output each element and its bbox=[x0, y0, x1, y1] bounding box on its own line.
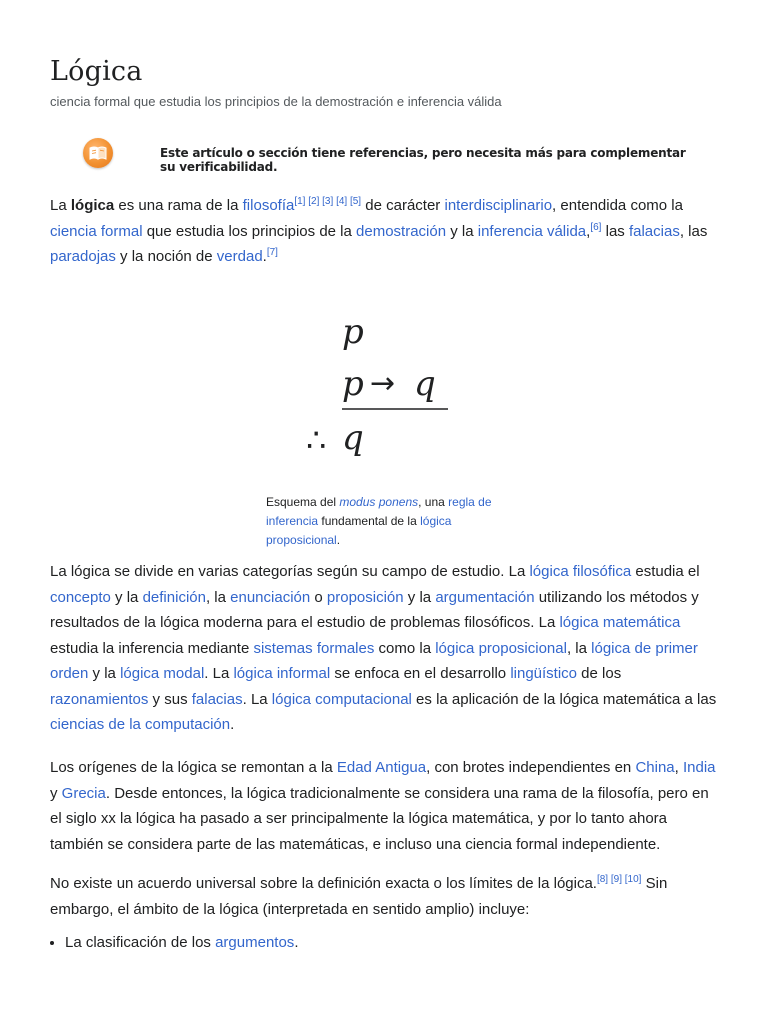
link-regla-de-inferencia[interactable]: regla de inferencia bbox=[266, 495, 492, 528]
formula-premise-2-right: q bbox=[414, 364, 436, 404]
text: es la aplicación de la lógica matemática a las bbox=[411, 690, 717, 708]
link-logica-informal[interactable]: lógica informal bbox=[233, 665, 331, 682]
text: como la bbox=[374, 639, 436, 657]
ref-6[interactable]: [6] bbox=[590, 221, 602, 233]
link-grecia[interactable]: Grecia bbox=[61, 784, 106, 802]
text: y la bbox=[446, 222, 478, 240]
link-edad-antigua[interactable]: Edad Antigua bbox=[336, 759, 427, 776]
intro-paragraph bbox=[50, 193, 718, 270]
text: . La bbox=[242, 690, 272, 708]
ref-2[interactable]: [2] bbox=[308, 196, 320, 207]
link-demostracion[interactable]: demostración bbox=[356, 222, 447, 240]
link-ciencia-formal[interactable]: ciencia formal bbox=[50, 222, 143, 240]
ref-7[interactable]: [7] bbox=[266, 247, 278, 258]
link-logica-primer-orden[interactable]: lógica de primer orden bbox=[50, 639, 698, 682]
text: , una bbox=[418, 495, 449, 509]
link-argumentos[interactable]: argumentos bbox=[215, 934, 295, 951]
notice-text: Este artículo o sección tiene referencias, pero necesita más para complementar su verificabilidad. bbox=[160, 146, 686, 174]
link-logica-modal[interactable]: lógica modal bbox=[120, 665, 205, 682]
text: que estudia los principios de la bbox=[142, 222, 357, 240]
text: o bbox=[310, 588, 327, 606]
text: Esquema del bbox=[266, 495, 340, 509]
link-china[interactable]: China bbox=[635, 759, 675, 776]
text: . La bbox=[204, 665, 234, 682]
text: , bbox=[674, 759, 683, 776]
link-razonamientos[interactable]: razonamientos bbox=[50, 690, 149, 708]
link-logica-filosofica[interactable]: lógica filosófica bbox=[529, 563, 632, 580]
bold-term: lógica bbox=[70, 197, 115, 214]
list-item bbox=[65, 930, 298, 955]
ref-3[interactable]: [3] bbox=[322, 196, 334, 207]
text: , la bbox=[205, 588, 231, 606]
modus-ponens-figure bbox=[266, 305, 506, 555]
link-proposicion[interactable]: proposición bbox=[326, 588, 404, 606]
text: La lógica se divide en varias categorías según su campo de estudio. La bbox=[50, 563, 530, 580]
text: se enfoca en el desarrollo bbox=[330, 665, 511, 682]
ref-10[interactable]: [10] bbox=[624, 874, 642, 885]
text: . bbox=[262, 248, 267, 265]
text: y la bbox=[88, 665, 121, 682]
link-concepto[interactable]: concepto bbox=[50, 588, 111, 606]
text: es una rama de la bbox=[114, 197, 243, 214]
link-logica-matematica[interactable]: lógica matemática bbox=[559, 614, 681, 631]
link-ciencias-computacion[interactable]: ciencias de la computación bbox=[50, 716, 231, 733]
link-sistemas-formales[interactable]: sistemas formales bbox=[253, 639, 375, 657]
link-filosofia[interactable]: filosofía bbox=[242, 197, 295, 214]
categories-paragraph bbox=[50, 559, 718, 738]
text: Sin embargo, el ámbito de la lógica (interpretada en sentido amplio) incluye: bbox=[50, 875, 668, 918]
link-logica-proposicional-2[interactable]: lógica proposicional bbox=[435, 639, 567, 657]
link-definicion[interactable]: definición bbox=[142, 588, 206, 606]
text: y sus bbox=[148, 690, 192, 708]
link-argumentacion[interactable]: argumentación bbox=[435, 588, 535, 606]
ref-1[interactable]: [1] bbox=[294, 196, 306, 207]
origins-paragraph bbox=[50, 755, 718, 857]
ref-group bbox=[294, 196, 361, 207]
link-logica-computacional[interactable]: lógica computacional bbox=[271, 690, 412, 708]
scope-paragraph bbox=[50, 871, 718, 922]
text: y bbox=[50, 784, 62, 802]
formula-conclusion: q bbox=[342, 418, 364, 458]
implies-arrow: → bbox=[370, 366, 396, 401]
link-falacias[interactable]: falacias bbox=[628, 222, 680, 240]
link-verdad[interactable]: verdad bbox=[216, 248, 263, 265]
link-logica-proposicional[interactable]: lógica proposicional bbox=[266, 514, 452, 547]
page-title: Lógica bbox=[50, 56, 143, 87]
text: de carácter bbox=[365, 197, 445, 214]
link-paradojas[interactable]: paradojas bbox=[50, 248, 116, 265]
text: y la noción de bbox=[115, 248, 217, 265]
text: . bbox=[294, 934, 299, 951]
text: utilizando los métodos y resultados de la lógica moderna para el estudio de problemas filosóficos. La bbox=[50, 588, 699, 631]
text: . bbox=[230, 716, 235, 733]
text: , entendida como la bbox=[552, 197, 683, 214]
ref-5[interactable]: [5] bbox=[349, 196, 362, 207]
link-interdisciplinario[interactable]: interdisciplinario bbox=[444, 197, 553, 214]
ref-8[interactable]: [8] bbox=[596, 874, 609, 885]
text: , bbox=[586, 222, 591, 240]
text: . bbox=[336, 533, 341, 547]
scope-list bbox=[50, 930, 298, 955]
link-modus-ponens[interactable]: modus ponens bbox=[339, 495, 419, 509]
link-india[interactable]: India bbox=[682, 759, 716, 776]
text: , las bbox=[679, 222, 708, 240]
link-falacias-2[interactable]: falacias bbox=[191, 690, 243, 708]
link-inferencia-valida[interactable]: inferencia válida bbox=[477, 222, 587, 240]
text: . Desde entonces, la lógica tradicionalmente se considera una rama de la filosofía, pero en el siglo xx la lógica ha pasado a ser principalmente la lógica matemática, y por lo tanto ahora también se considera parte de las matemáticas, e incluso una ciencia formal independiente. bbox=[50, 784, 709, 853]
link-enunciacion[interactable]: enunciación bbox=[230, 588, 311, 606]
text: y la bbox=[403, 588, 436, 606]
formula-premise-2-left: p bbox=[342, 364, 364, 404]
text: fundamental de la bbox=[318, 514, 421, 528]
formula-premise-1: p bbox=[342, 312, 364, 352]
modus-ponens-formula bbox=[266, 305, 506, 485]
ref-9[interactable]: [9] bbox=[610, 874, 622, 885]
page-subtitle: ciencia formal que estudia los principios de la demostración e inferencia válida bbox=[50, 94, 502, 109]
text: Los orígenes de la lógica se remontan a la bbox=[50, 759, 337, 776]
text: La bbox=[50, 197, 71, 214]
therefore-symbol: ∴ bbox=[306, 421, 327, 459]
text: La clasificación de los bbox=[65, 934, 216, 951]
text: las bbox=[605, 222, 629, 240]
text: No existe un acuerdo universal sobre la definición exacta o los límites de la lógica. bbox=[50, 875, 597, 892]
text: estudia la inferencia mediante bbox=[50, 639, 254, 657]
text: estudia el bbox=[631, 563, 700, 580]
ref-4[interactable]: [4] bbox=[336, 196, 348, 207]
text: y la bbox=[110, 588, 143, 606]
link-linguistico[interactable]: lingüístico bbox=[510, 665, 578, 682]
references-notice bbox=[80, 134, 700, 174]
text: de los bbox=[577, 665, 622, 682]
figure-caption bbox=[266, 493, 506, 550]
text: , con brotes independientes en bbox=[426, 759, 636, 776]
book-icon bbox=[83, 138, 113, 168]
text: , la bbox=[566, 639, 592, 657]
